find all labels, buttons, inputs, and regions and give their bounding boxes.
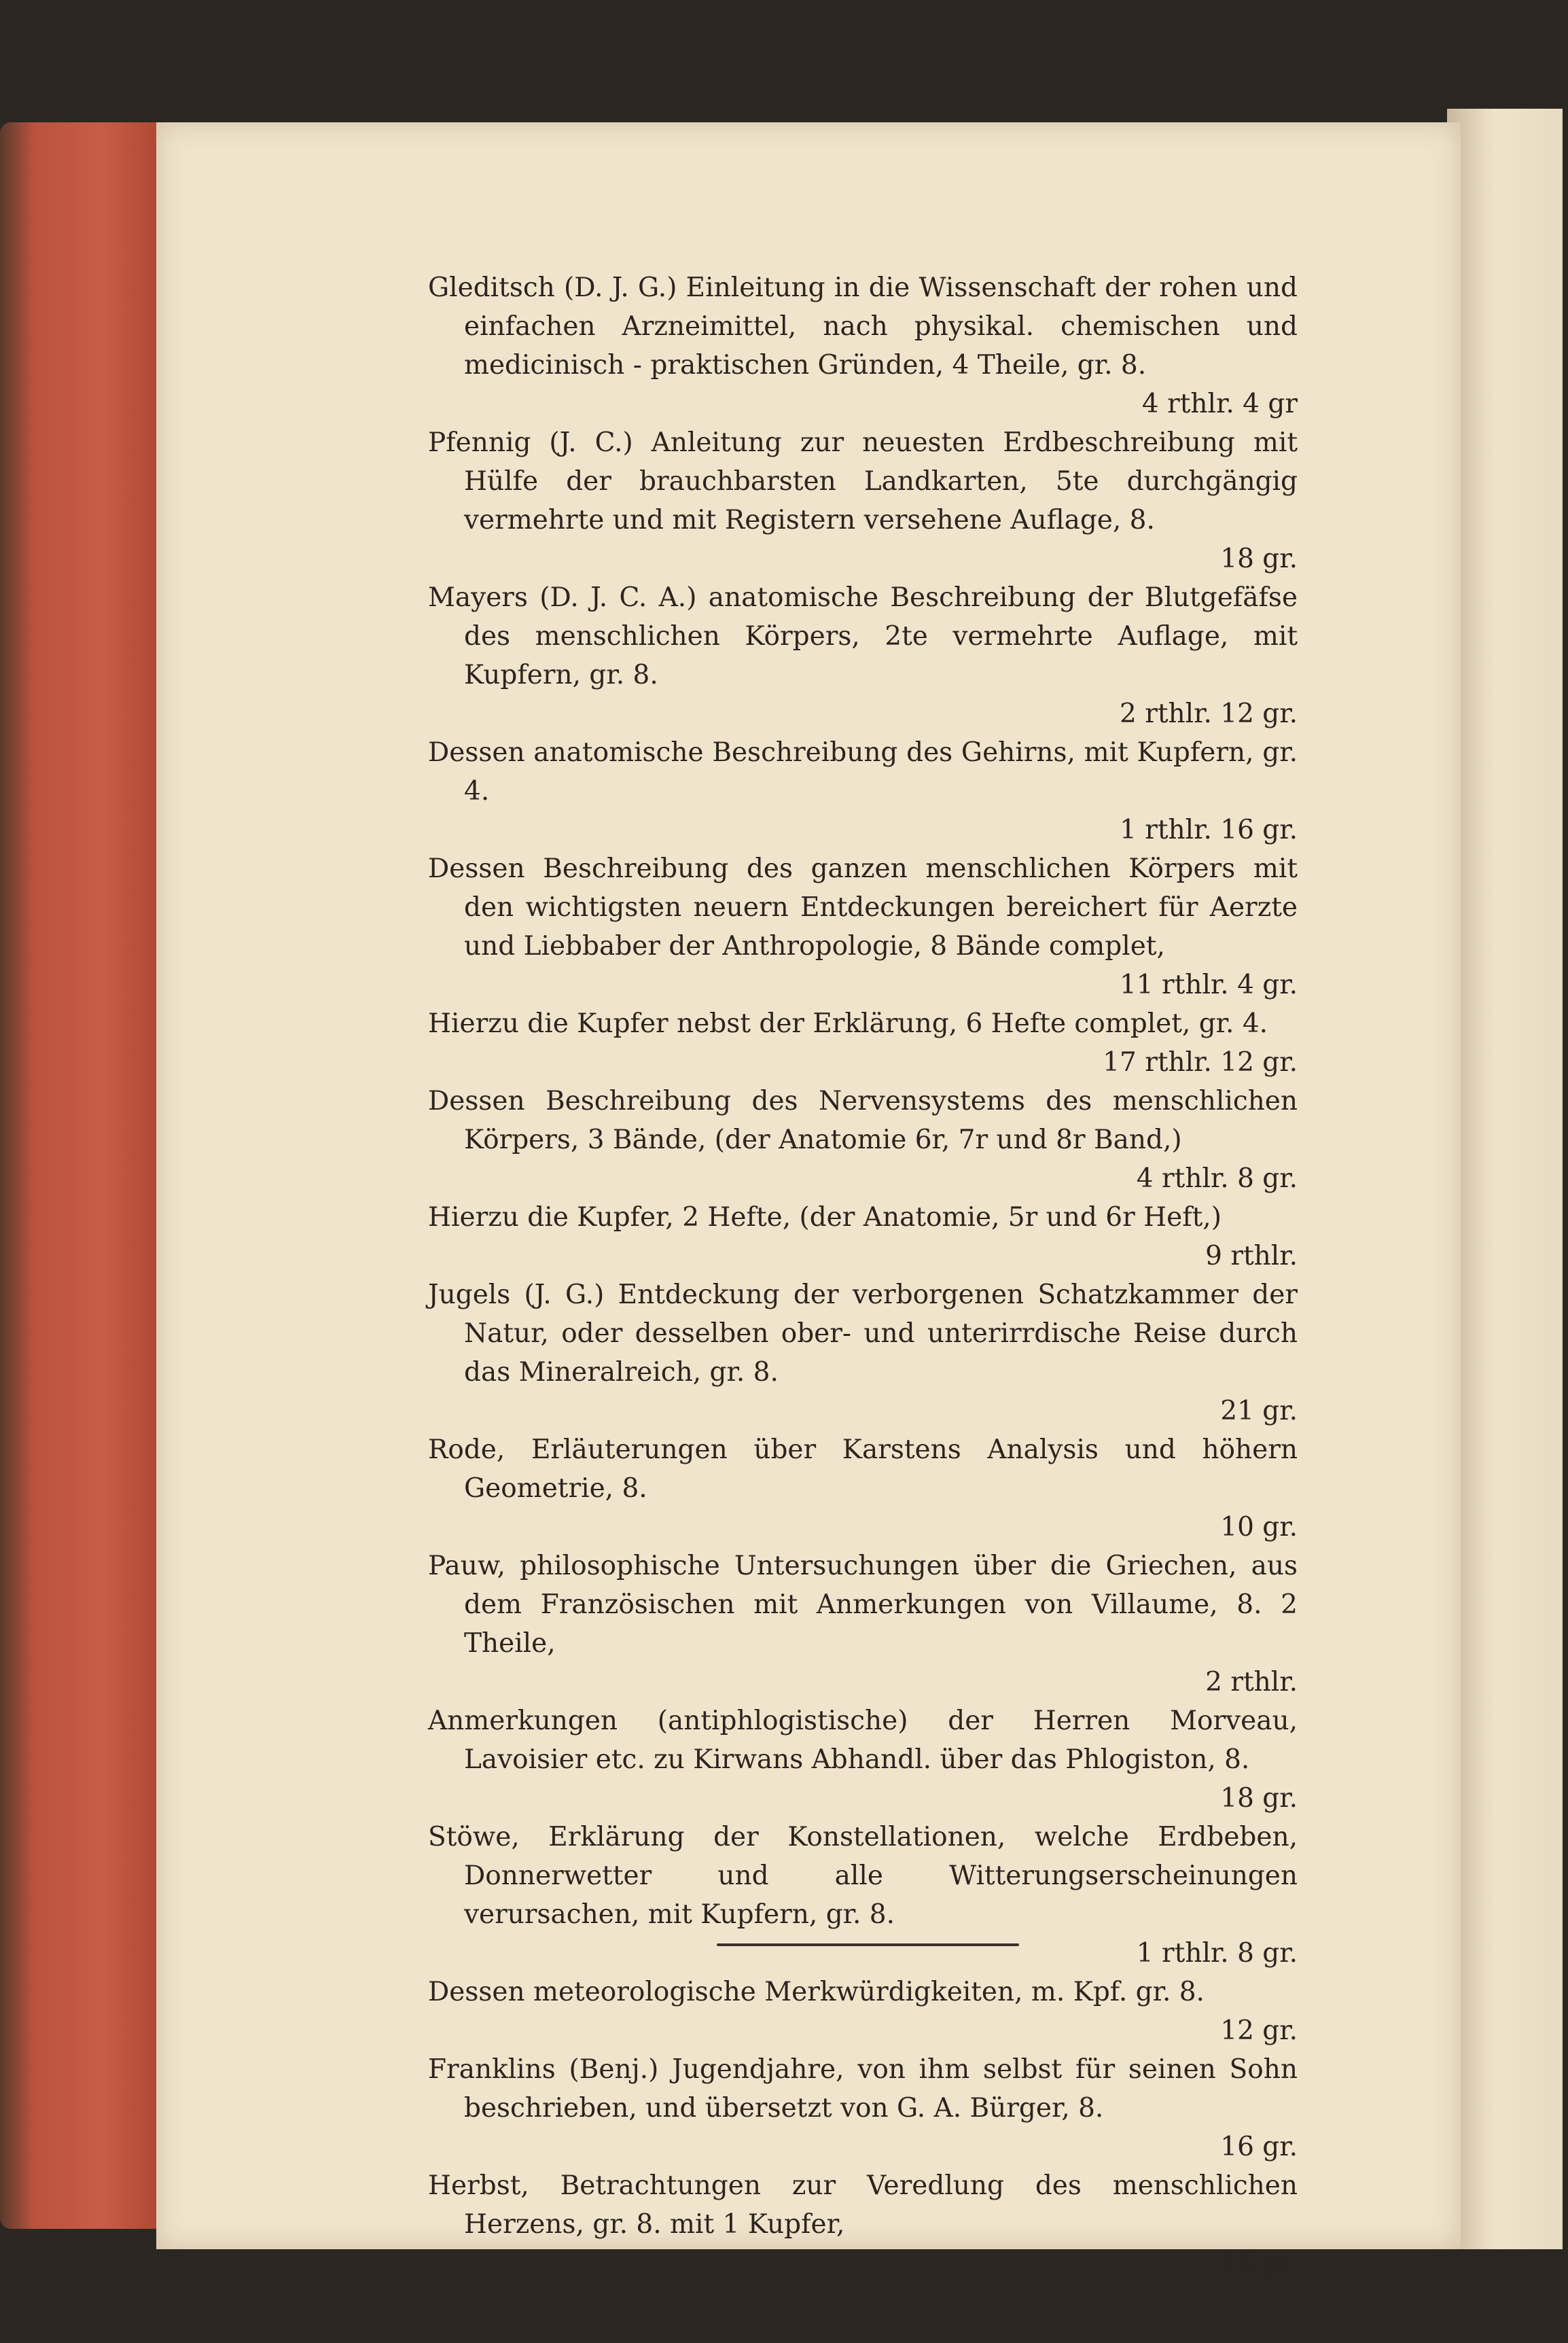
entry-price: 2 rthlr. bbox=[1205, 1667, 1298, 1697]
entry-price: 16 gr. bbox=[1220, 2132, 1298, 2162]
entry-price: 15 gr. bbox=[1220, 2248, 1298, 2278]
entry-text: Franklins (Benj.) Jugendjahre, von ihm selbst für seinen Sohn beschrieben, und übersetzt von G. A. Bürger, 8. bbox=[428, 2054, 1298, 2124]
entry-price: 18 gr. bbox=[1220, 1783, 1298, 1814]
catalogue-entry bbox=[428, 849, 1298, 1004]
entry-price: 11 rthlr. 4 gr. bbox=[1119, 970, 1298, 1000]
catalogue-entry bbox=[428, 1275, 1298, 1430]
entry-price: 9 rthlr. bbox=[1205, 1241, 1298, 1271]
entry-text: Mayers (D. J. C. A.) anatomische Beschreibung der Blutgefäfse des menschlichen Körpers, 2te vermehrte Auflage, mit Kupfern, gr. 8. bbox=[428, 582, 1298, 690]
catalogue-entry bbox=[428, 1818, 1298, 1973]
catalogue-entry bbox=[428, 578, 1298, 733]
entry-price: 2 rthlr. 12 gr. bbox=[1119, 699, 1298, 729]
book-page-edges bbox=[0, 122, 170, 2229]
entry-text: Stöwe, Erklärung der Konstellationen, welche Erdbeben, Donnerwetter und alle Witterungserscheinungen verursachen, mit Kupfern, gr. 8. bbox=[428, 1822, 1298, 1930]
entry-price: 4 rthlr. 4 gr bbox=[1141, 389, 1298, 419]
catalogue-entry bbox=[428, 1082, 1298, 1198]
catalogue-list bbox=[428, 268, 1298, 2283]
entry-text: Hierzu die Kupfer, 2 Hefte, (der Anatomie, 5r und 6r Heft,) bbox=[428, 1202, 1222, 1233]
entry-price: 21 gr. bbox=[1220, 1396, 1298, 1426]
entry-price: 17 rthlr. 12 gr. bbox=[1103, 1047, 1298, 1078]
catalogue-entry bbox=[428, 2166, 1298, 2283]
entry-price: 1 rthlr. 16 gr. bbox=[1119, 815, 1298, 845]
end-rule bbox=[717, 1943, 1019, 1946]
entry-text: Jugels (J. G.) Entdeckung der verborgenen Schatzkammer der Natur, oder desselben ober- und unterirrdische Reise durch das Mineralreich, gr. 8. bbox=[428, 1280, 1298, 1388]
catalogue-entry bbox=[428, 1430, 1298, 1547]
entry-price: 10 gr. bbox=[1220, 1512, 1298, 1543]
catalogue-entry bbox=[428, 733, 1298, 849]
catalogue-entry bbox=[428, 423, 1298, 578]
entry-price: 4 rthlr. 8 gr. bbox=[1136, 1163, 1298, 1194]
entry-text: Rode, Erläuterungen über Karstens Analysis und höhern Geometrie, 8. bbox=[428, 1434, 1298, 1504]
entry-text: Dessen Beschreibung des ganzen menschlichen Körpers mit den wichtigsten neuern Entdeckungen bereichert für Aerzte und Liebbaber der Anthropologie, 8 Bände complet, bbox=[428, 853, 1298, 962]
catalogue-entry bbox=[428, 1004, 1298, 1082]
entry-price: 1 rthlr. 8 gr. bbox=[1136, 1938, 1298, 1969]
entry-text: Gleditsch (D. J. G.) Einleitung in die Wissenschaft der rohen und einfachen Arzneimittel, nach physikal. chemischen und medicinisch - praktischen Gründen, 4 Theile, gr. 8. bbox=[428, 272, 1298, 381]
catalogue-entry bbox=[428, 1547, 1298, 1702]
entry-text: Hierzu die Kupfer nebst der Erklärung, 6 Hefte complet, gr. 4. bbox=[428, 1008, 1268, 1039]
entry-text: Pauw, philosophische Untersuchungen über die Griechen, aus dem Französischen mit Anmerkungen von Villaume, 8. 2 Theile, bbox=[428, 1551, 1298, 1659]
adjacent-page bbox=[1447, 109, 1563, 2249]
entry-text: Dessen anatomische Beschreibung des Gehirns, mit Kupfern, gr. 4. bbox=[428, 737, 1298, 807]
entry-price: 18 gr. bbox=[1220, 544, 1298, 574]
entry-text: Anmerkungen (antiphlogistische) der Herren Morveau, Lavoisier etc. zu Kirwans Abhandl. über das Phlogiston, 8. bbox=[428, 1706, 1298, 1775]
entry-text: Pfennig (J. C.) Anleitung zur neuesten Erdbeschreibung mit Hülfe der brauchbarsten Landkarten, 5te durchgängig vermehrte und mit Registern versehene Auflage, 8. bbox=[428, 427, 1298, 535]
catalogue-entry bbox=[428, 1702, 1298, 1818]
entry-price: 12 gr. bbox=[1220, 2015, 1298, 2046]
catalogue-entry bbox=[428, 1198, 1298, 1275]
entry-text: Herbst, Betrachtungen zur Veredlung des menschlichen Herzens, gr. 8. mit 1 Kupfer, bbox=[428, 2170, 1298, 2240]
entry-text: Dessen meteorologische Merkwürdigkeiten, m. Kpf. gr. 8. bbox=[428, 1977, 1205, 2007]
catalogue-entry bbox=[428, 268, 1298, 423]
catalogue-entry bbox=[428, 2050, 1298, 2166]
entry-text: Dessen Beschreibung des Nervensystems des menschlichen Körpers, 3 Bände, (der Anatomie 6r, 7r und 8r Band,) bbox=[428, 1086, 1298, 1155]
catalogue-entry bbox=[428, 1973, 1298, 2050]
